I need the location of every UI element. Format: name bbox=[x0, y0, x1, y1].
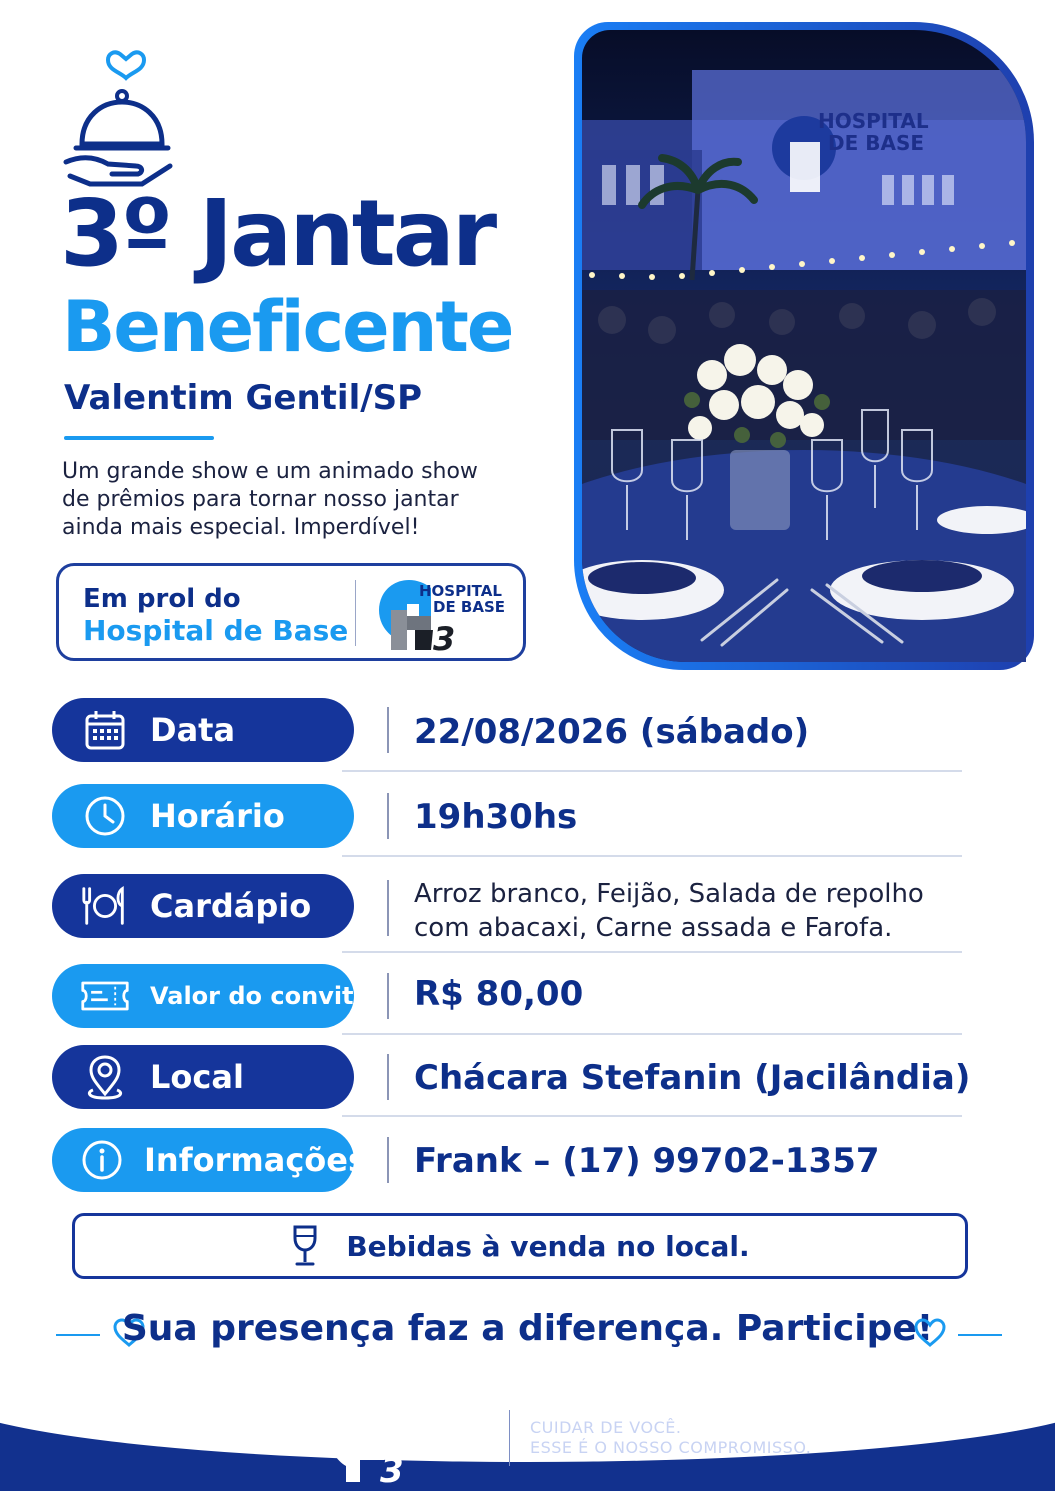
event-title-line1: 3º Jantar bbox=[60, 180, 495, 287]
calendar-icon bbox=[80, 705, 130, 755]
footer-tagline bbox=[530, 1418, 811, 1458]
cutlery-icon bbox=[80, 881, 130, 931]
ticket-price-label-pill bbox=[52, 964, 370, 1028]
info-value: Frank – (17) 99702-1357 bbox=[414, 1141, 880, 1181]
svg-text:HOSPITAL: HOSPITAL bbox=[818, 109, 929, 133]
menu-label: Cardápio bbox=[150, 887, 312, 925]
beverages-note-box bbox=[72, 1213, 968, 1279]
row-separator bbox=[342, 855, 962, 857]
event-photo bbox=[582, 30, 1026, 662]
svg-text:DE BASE: DE BASE bbox=[390, 1430, 482, 1452]
event-title-line2: Beneficente bbox=[62, 286, 513, 368]
row-divider bbox=[387, 880, 389, 936]
date-label-pill bbox=[52, 698, 354, 762]
beverages-note: Bebidas à venda no local. bbox=[346, 1229, 750, 1263]
svg-text:3: 3 bbox=[380, 1451, 404, 1484]
info-label: Informações bbox=[144, 1141, 368, 1179]
row-divider bbox=[387, 793, 389, 839]
location-label: Local bbox=[150, 1058, 244, 1096]
ticket-price-label: Valor do convite bbox=[150, 982, 370, 1010]
time-label-pill bbox=[52, 784, 354, 848]
row-separator bbox=[342, 770, 962, 772]
beneficiary-card bbox=[56, 563, 526, 661]
ticket-icon bbox=[80, 971, 130, 1021]
row-divider bbox=[387, 1054, 389, 1100]
svg-text:HOSPITAL: HOSPITAL bbox=[419, 582, 502, 600]
location-value: Chácara Stefanin (Jacilândia) bbox=[414, 1058, 971, 1098]
svg-text:DE BASE: DE BASE bbox=[828, 131, 925, 155]
serving-cloche-icon bbox=[60, 44, 180, 194]
row-separator bbox=[342, 1033, 962, 1035]
menu-label-pill bbox=[52, 874, 354, 938]
svg-text:HOSPITAL: HOSPITAL bbox=[376, 1411, 482, 1433]
footer-tagline-line1: CUIDAR DE VOCÊ. bbox=[530, 1418, 682, 1437]
svg-text:3: 3 bbox=[433, 620, 456, 652]
title-underline bbox=[64, 436, 214, 440]
event-description: Um grande show e um animado show de prêmios para tornar nosso jantar ainda mais especial. Imperdível! bbox=[62, 459, 478, 540]
event-city: Valentim Gentil/SP bbox=[64, 378, 423, 418]
beneficiary-line2: Hospital de Base bbox=[83, 614, 349, 647]
info-icon bbox=[80, 1135, 124, 1185]
ticket-price-value: R$ 80,00 bbox=[414, 974, 584, 1014]
beneficiary-line1: Em prol do bbox=[83, 584, 241, 614]
footer-tagline-line2: ESSE É O NOSSO COMPROMISSO. bbox=[530, 1438, 812, 1457]
date-label: Data bbox=[150, 711, 236, 749]
location-pin-icon bbox=[80, 1052, 130, 1102]
hospital-de-base-logo bbox=[375, 576, 515, 652]
row-divider bbox=[387, 973, 389, 1019]
slogan-line-right bbox=[958, 1334, 1002, 1336]
time-label: Horário bbox=[150, 797, 285, 835]
time-value: 19h30hs bbox=[414, 797, 578, 837]
beneficiary-divider bbox=[355, 580, 356, 646]
row-divider bbox=[387, 1137, 389, 1183]
row-divider bbox=[387, 707, 389, 753]
location-label-pill bbox=[52, 1045, 354, 1109]
event-photo-frame bbox=[574, 22, 1034, 670]
row-separator bbox=[342, 1115, 962, 1117]
wine-glass-icon bbox=[290, 1224, 320, 1268]
slogan: Sua presença faz a diferença. Participe! bbox=[121, 1308, 934, 1349]
footer-divider bbox=[509, 1410, 510, 1466]
svg-text:DE BASE: DE BASE bbox=[433, 598, 506, 616]
heart-icon bbox=[913, 1318, 947, 1348]
clock-icon bbox=[80, 791, 130, 841]
row-separator bbox=[342, 951, 962, 953]
date-value: 22/08/2026 (sábado) bbox=[414, 712, 810, 752]
info-label-pill bbox=[52, 1128, 368, 1192]
footer-hospital-logo bbox=[326, 1402, 496, 1484]
menu-value: Arroz branco, Feijão, Salada de repolho com abacaxi, Carne assada e Farofa. bbox=[414, 879, 924, 943]
